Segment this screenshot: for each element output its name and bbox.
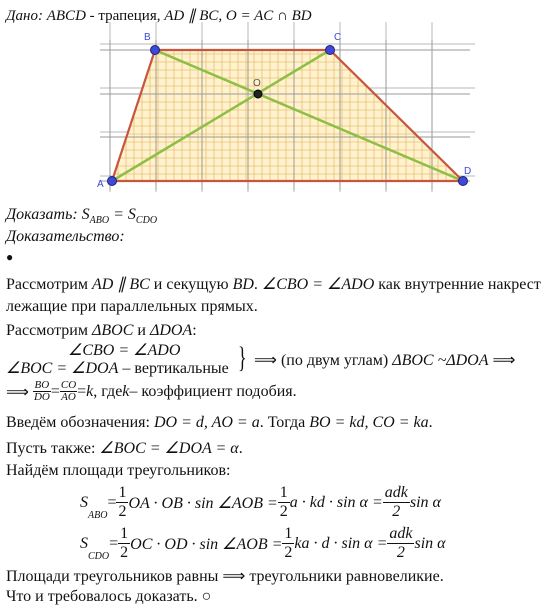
proof-line-5: ⟹ $\frac{BO}{DO}$ = $\frac{CO}{AO}$ = k , где k – коэффициент подобия.	[6, 379, 297, 403]
point-d[interactable]	[459, 177, 468, 186]
prove-statement: $S_{ABO} = S_{CDO}$	[81, 206, 158, 227]
point-a[interactable]	[108, 177, 117, 186]
proof-line-9: Площади треугольников равны ⟹ треугольники равновеликие.	[6, 568, 444, 585]
system-conclusion: ⟹ (по двум углам) ΔBOC ~ΔDOA ⟹	[254, 352, 516, 369]
proof-line-1: Рассмотрим AD ∥ BC и секущую BD. ∠CBO = ∠ADO как внутренние накрест	[6, 276, 541, 293]
system-line-1: ∠CBO = ∠ADO	[68, 342, 181, 359]
ratio-co-ao: $\frac{CO}{AO}$	[60, 379, 77, 403]
given-text: - трапеция,	[85, 8, 165, 24]
system-brace: }	[238, 341, 247, 374]
point-c[interactable]	[326, 46, 335, 55]
proof-heading: Доказательство:	[6, 228, 125, 245]
proof-line-8: Найдём площади треугольников:	[6, 462, 231, 479]
prove-prefix: Доказать:	[6, 206, 78, 223]
label-d: D	[464, 166, 472, 177]
given-prefix: Дано:	[6, 8, 43, 24]
label-a: A	[97, 179, 104, 190]
area-formula-abo: S $_{ABO}$ = $\frac{1}{2}$ OA · OB · sin ∠AOB = $\frac{1}{2}$ a · kd · sin α = $\frac{\text{adk}}{2}$ sin α	[80, 484, 441, 521]
label-o: O	[253, 78, 261, 89]
system-line-2: ∠BOC = ∠DOA – вертикальные	[6, 360, 229, 377]
proof-line-7: Пусть также: ∠BOC = ∠DOA = α.	[6, 440, 243, 457]
ratio-bo-do: $\frac{BO}{DO}$	[33, 379, 50, 403]
given-figure: ABCD	[46, 8, 86, 24]
proof-line-3: Рассмотрим ΔBOC и ΔDOA:	[6, 322, 197, 339]
prove-line	[6, 206, 157, 226]
label-c: C	[334, 32, 342, 43]
bullet: ●	[6, 250, 14, 264]
label-b: B	[144, 32, 151, 43]
area-formula-cdo: S $_{CDO}$ = $\frac{1}{2}$ OC · OD · sin ∠AOB = $\frac{1}{2}$ ka · d · sin α = $\frac{\text{adk}}{2}$ sin α	[80, 525, 446, 562]
given-condition: AD ∥ BC, O = AC ∩ BD	[164, 8, 312, 24]
proof-line-2: лежащие при параллельных прямых.	[6, 298, 258, 315]
proof-line-6: Введём обозначения: DO = d, AO = a. Тогда BO = kd, CO = ka.	[6, 414, 433, 431]
proof-line-10: Что и требовалось доказать. ○	[6, 588, 212, 605]
trapezoid-figure	[0, 0, 550, 205]
point-o[interactable]	[254, 90, 262, 98]
point-b[interactable]	[151, 46, 160, 55]
